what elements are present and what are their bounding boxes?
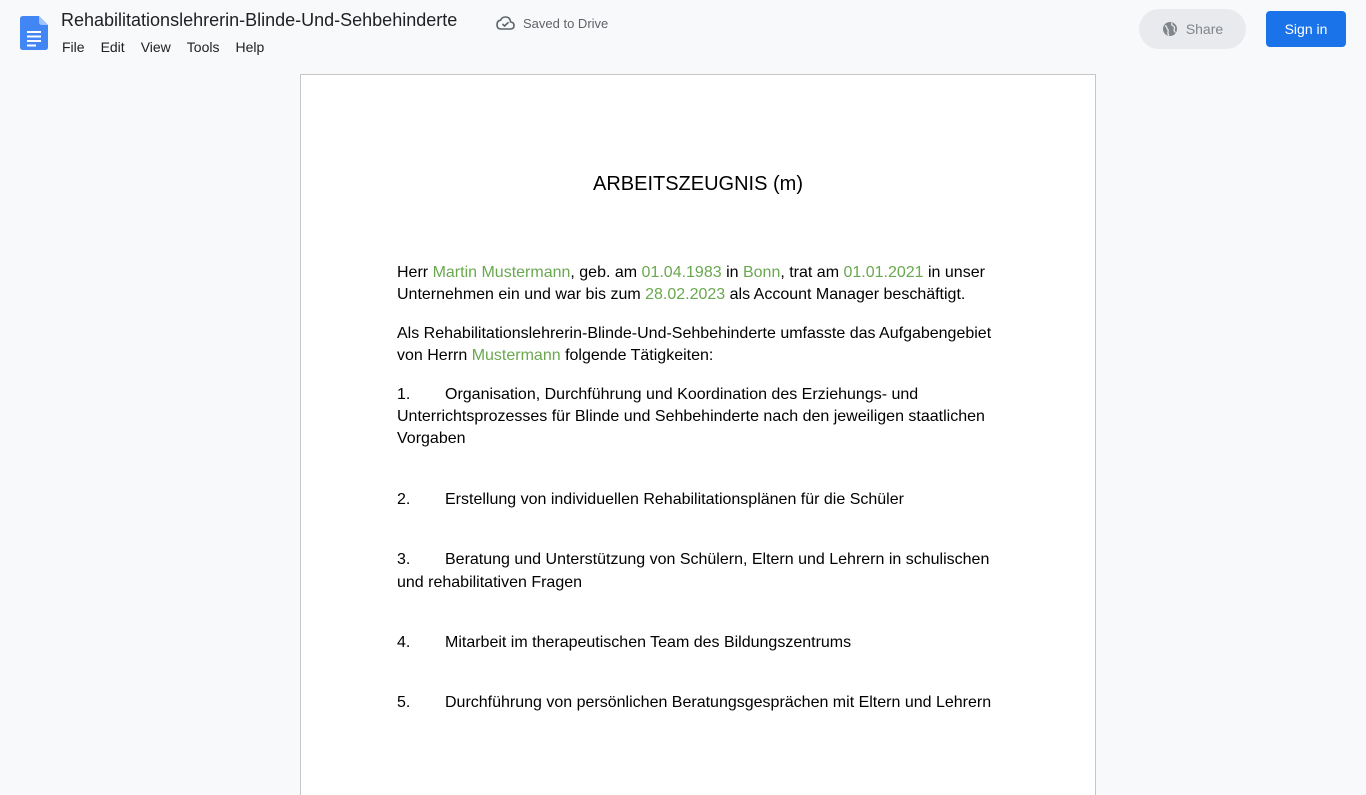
top-bar <box>0 0 1366 64</box>
document-body <box>397 262 997 715</box>
sign-in-button[interactable]: Sign in <box>1266 11 1346 47</box>
menu-tools[interactable]: Tools <box>186 39 220 55</box>
share-button[interactable] <box>1139 9 1246 49</box>
employee-surname: Mustermann <box>471 347 561 365</box>
document-heading: ARBEITSZEUGNIS (m) <box>592 173 803 195</box>
birth-date: 01.04.1983 <box>641 264 722 281</box>
task-text: Durchführung von persönlichen Beratungsgesprächen mit Eltern und Lehrern <box>445 694 992 712</box>
end-date: 28.02.2023 <box>645 286 726 304</box>
task-number: 3. <box>397 551 411 569</box>
menu-bar <box>54 37 272 57</box>
task-item <box>397 692 997 714</box>
save-status[interactable] <box>496 14 608 32</box>
employee-name: Martin Mustermann <box>432 264 571 281</box>
task-item <box>397 549 997 594</box>
task-item <box>397 384 997 451</box>
cloud-done-icon <box>496 16 515 30</box>
duties-text-1: Als Rehabilitationslehrerin-Blinde-Und-Sehbehinderte umfasste das Aufgabengebiet von Herrn <box>397 324 992 365</box>
globe-icon <box>1162 21 1178 37</box>
duties-paragraph <box>397 323 997 368</box>
intro-text-5: in unser Unternehmen ein und war bis zum <box>397 264 985 304</box>
document-page[interactable] <box>300 74 1096 795</box>
birth-city: Bonn <box>742 264 781 281</box>
docs-logo-icon[interactable] <box>20 16 48 50</box>
intro-paragraph <box>397 262 997 307</box>
task-text: Beratung und Unterstützung von Schülern, Eltern und Lehrern in schulischen und rehabilitativen Fragen <box>397 551 990 591</box>
intro-text-2: , geb. am <box>570 264 642 281</box>
intro-text-4: , trat am <box>780 264 844 281</box>
document-title[interactable]: Rehabilitationslehrerin-Blinde-Und-Sehbehinderte <box>61 10 458 30</box>
task-number: 2. <box>397 490 411 508</box>
task-text: Organisation, Durchführung und Koordination des Erziehungs- und Unterrichtsprozesses für Blinde und Sehbehinderte nach den jeweiligen staatlichen Vorgaben <box>397 385 985 448</box>
share-label: Share <box>1185 21 1224 37</box>
save-status-label: Saved to Drive <box>523 15 609 31</box>
intro-text-1: Herr <box>397 264 433 281</box>
task-item <box>397 489 997 511</box>
task-number: 4. <box>397 634 411 652</box>
task-text: Mitarbeit im therapeutischen Team des Bildungszentrums <box>445 634 852 652</box>
menu-file[interactable]: File <box>62 39 85 55</box>
start-date: 01.01.2021 <box>843 264 924 281</box>
menu-edit[interactable]: Edit <box>100 39 125 55</box>
duties-text-2: folgende Tätigkeiten: <box>560 347 714 365</box>
menu-view[interactable]: View <box>140 39 171 55</box>
menu-help[interactable]: Help <box>235 39 265 55</box>
intro-text-6: als Account Manager beschäftigt. <box>725 286 966 304</box>
task-number: 5. <box>397 694 411 712</box>
task-text: Erstellung von individuellen Rehabilitationsplänen für die Schüler <box>445 490 904 508</box>
intro-text-3: in <box>721 264 743 281</box>
task-item <box>397 632 997 654</box>
task-number: 1. <box>397 385 411 403</box>
